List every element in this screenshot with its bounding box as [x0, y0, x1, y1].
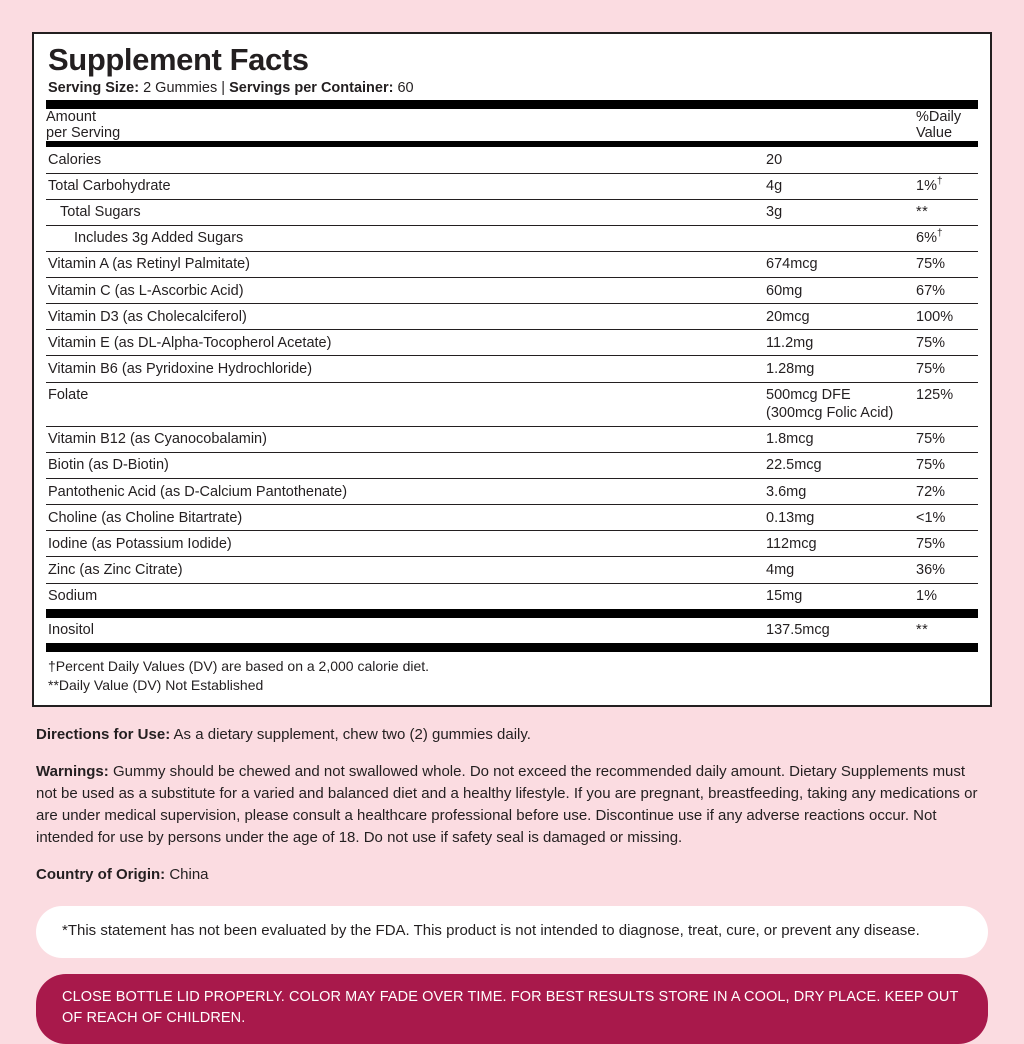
nutrient-amount: 500mcg DFE (300mcg Folic Acid)	[766, 382, 916, 426]
table-row	[46, 452, 978, 478]
body-copy	[32, 707, 992, 886]
nutrient-name: Vitamin B6 (as Pyridoxine Hydrochloride)	[46, 356, 766, 382]
nutrient-name: Includes 3g Added Sugars	[46, 225, 766, 251]
nutrient-amount: 20	[766, 151, 783, 168]
supplement-facts-table	[46, 109, 978, 141]
nutrient-amount: 11.2mg	[766, 330, 916, 356]
nutrient-name: Calories	[48, 151, 102, 168]
nutrient-amount: 1.8mcg	[766, 426, 916, 452]
amount-column-spacer	[766, 109, 916, 141]
country-of-origin-text: China	[165, 865, 209, 883]
nutrient-name: Folate	[46, 382, 766, 426]
fda-disclaimer-box	[36, 906, 988, 958]
nutrient-amount: 4g	[766, 173, 916, 199]
nutrient-name: Total Carbohydrate	[46, 173, 766, 199]
storage-warning-text: CLOSE BOTTLE LID PROPERLY. COLOR MAY FADE OVER TIME. FOR BEST RESULTS STORE IN A COOL, DRY PLACE. KEEP OUT OF REACH OF CHILDREN.	[62, 988, 959, 1026]
nutrient-daily-value: <1%	[916, 505, 978, 531]
nutrient-amount: 20mcg	[766, 304, 916, 330]
amount-header-line1: Amount	[46, 108, 96, 125]
amount-per-serving-header	[46, 109, 766, 141]
footnote-line: †Percent Daily Values (DV) are based on a 2,000 calorie diet.	[48, 657, 430, 674]
supplement-facts-panel	[32, 32, 992, 707]
nutrient-amount	[766, 225, 916, 251]
table-row	[46, 583, 978, 609]
servings-per-container-label: Servings per Container:	[229, 79, 394, 96]
nutrient-name: Vitamin D3 (as Cholecalciferol)	[46, 304, 766, 330]
nutrient-amount-secondary: (300mcg Folic Acid)	[766, 405, 894, 422]
table-row	[46, 479, 978, 505]
storage-warning-banner	[36, 974, 988, 1044]
serving-info	[48, 80, 978, 97]
nutrient-name: Zinc (as Zinc Citrate)	[46, 557, 766, 583]
nutrient-amount: 3.6mg	[766, 479, 916, 505]
dagger-superscript: †	[936, 176, 943, 188]
table-row	[46, 618, 978, 643]
table-row	[46, 557, 978, 583]
nutrient-amount: 112mcg	[766, 531, 916, 557]
nutrient-daily-value: 100%	[916, 304, 978, 330]
nutrient-daily-value: 1%†	[916, 173, 978, 199]
country-of-origin-label: Country of Origin:	[36, 865, 166, 883]
nutrient-rows-body	[46, 147, 978, 608]
footnote-line: **Daily Value (DV) Not Established	[48, 676, 264, 693]
nutrient-daily-value: 6%†	[916, 225, 978, 251]
nutrient-daily-value: 67%	[916, 278, 978, 304]
nutrient-daily-value: 75%	[916, 426, 978, 452]
table-header-row	[46, 109, 978, 141]
table-row	[46, 147, 978, 173]
divider-thick-top	[46, 100, 978, 109]
nutrient-daily-value: 125%	[916, 382, 978, 426]
warnings-paragraph	[36, 761, 988, 849]
nutrient-name: Inositol	[48, 622, 94, 639]
table-row	[46, 382, 978, 426]
nutrient-name: Sodium	[46, 583, 766, 609]
nutrient-daily-value: 75%	[916, 330, 978, 356]
table-row	[46, 330, 978, 356]
nutrient-name: Iodine (as Potassium Iodide)	[46, 531, 766, 557]
nutrient-name: Vitamin A (as Retinyl Palmitate)	[46, 251, 766, 277]
nutrient-daily-value: 75%	[916, 531, 978, 557]
divider-thick-other	[46, 609, 978, 618]
table-row	[46, 199, 978, 225]
nutrient-daily-value: 72%	[916, 479, 978, 505]
nutrient-amount: 1.28mg	[766, 356, 916, 382]
daily-value-header	[916, 109, 978, 141]
table-row	[46, 356, 978, 382]
nutrient-daily-value: **	[916, 622, 929, 639]
nutrient-amount: 4mg	[766, 557, 916, 583]
table-row	[46, 278, 978, 304]
nutrient-amount: 60mg	[766, 278, 916, 304]
nutrient-amount: 3g	[766, 199, 916, 225]
dv-header-line2: Value	[916, 125, 953, 142]
servings-per-container-value: 60	[397, 79, 414, 96]
nutrient-amount: 0.13mg	[766, 505, 916, 531]
directions-label: Directions for Use:	[36, 725, 171, 743]
serving-size-label: Serving Size:	[48, 79, 140, 96]
fda-disclaimer-text: *This statement has not been evaluated by the FDA. This product is not intended to diagnose, treat, cure, or prevent any disease.	[62, 921, 920, 939]
directions-paragraph	[36, 724, 988, 746]
other-ingredients-table	[46, 618, 978, 643]
nutrient-daily-value: **	[916, 199, 978, 225]
nutrient-name: Pantothenic Acid (as D-Calcium Pantothenate)	[46, 479, 766, 505]
nutrient-daily-value	[916, 147, 978, 173]
table-row	[46, 304, 978, 330]
nutrient-amount: 15mg	[766, 583, 916, 609]
serving-separator: |	[221, 79, 226, 96]
page-title: Supplement Facts	[48, 42, 309, 77]
other-rows-body	[46, 618, 978, 643]
table-row	[46, 225, 978, 251]
warnings-label: Warnings:	[36, 762, 109, 780]
nutrient-amount: 137.5mcg	[766, 622, 830, 639]
dagger-superscript: †	[936, 228, 943, 240]
table-row	[46, 505, 978, 531]
dv-header-line1: %Daily	[916, 108, 962, 125]
directions-text: As a dietary supplement, chew two (2) gummies daily.	[170, 725, 531, 743]
table-row	[46, 426, 978, 452]
country-of-origin-paragraph	[36, 864, 988, 886]
footnotes	[46, 652, 978, 695]
nutrient-name: Biotin (as D-Biotin)	[46, 452, 766, 478]
nutrient-name: Total Sugars	[46, 199, 766, 225]
nutrient-daily-value: 75%	[916, 251, 978, 277]
nutrient-name: Vitamin E (as DL-Alpha-Tocopherol Acetate)	[46, 330, 766, 356]
amount-header-line2: per Serving	[46, 125, 121, 142]
serving-size-value: 2 Gummies	[143, 79, 218, 96]
divider-thick-bottom	[46, 643, 978, 652]
nutrient-daily-value: 75%	[916, 356, 978, 382]
table-row	[46, 531, 978, 557]
table-row	[46, 173, 978, 199]
nutrient-daily-value: 1%	[916, 583, 978, 609]
nutrient-rows-table	[46, 147, 978, 608]
nutrient-amount: 674mcg	[766, 251, 916, 277]
nutrient-daily-value: 75%	[916, 452, 978, 478]
warnings-text: Gummy should be chewed and not swallowed whole. Do not exceed the recommended daily amount. Dietary Supplements must not be used as a substitute for a varied and balanced diet and a healthy lifestyle. If you are pregnant, breastfeeding, taking any medications or are under medical supervision, please consult a healthcare professional before use. Discontinue use if any adverse reactions occur. Not intended for use by persons under the age of 18. Do not use if safety seal is damaged or missing.	[36, 762, 978, 846]
nutrient-name: Choline (as Choline Bitartrate)	[46, 505, 766, 531]
nutrient-amount: 22.5mcg	[766, 452, 916, 478]
nutrient-name: Vitamin B12 (as Cyanocobalamin)	[46, 426, 766, 452]
nutrient-daily-value: 36%	[916, 557, 978, 583]
table-row	[46, 251, 978, 277]
nutrient-name: Vitamin C (as L-Ascorbic Acid)	[46, 278, 766, 304]
